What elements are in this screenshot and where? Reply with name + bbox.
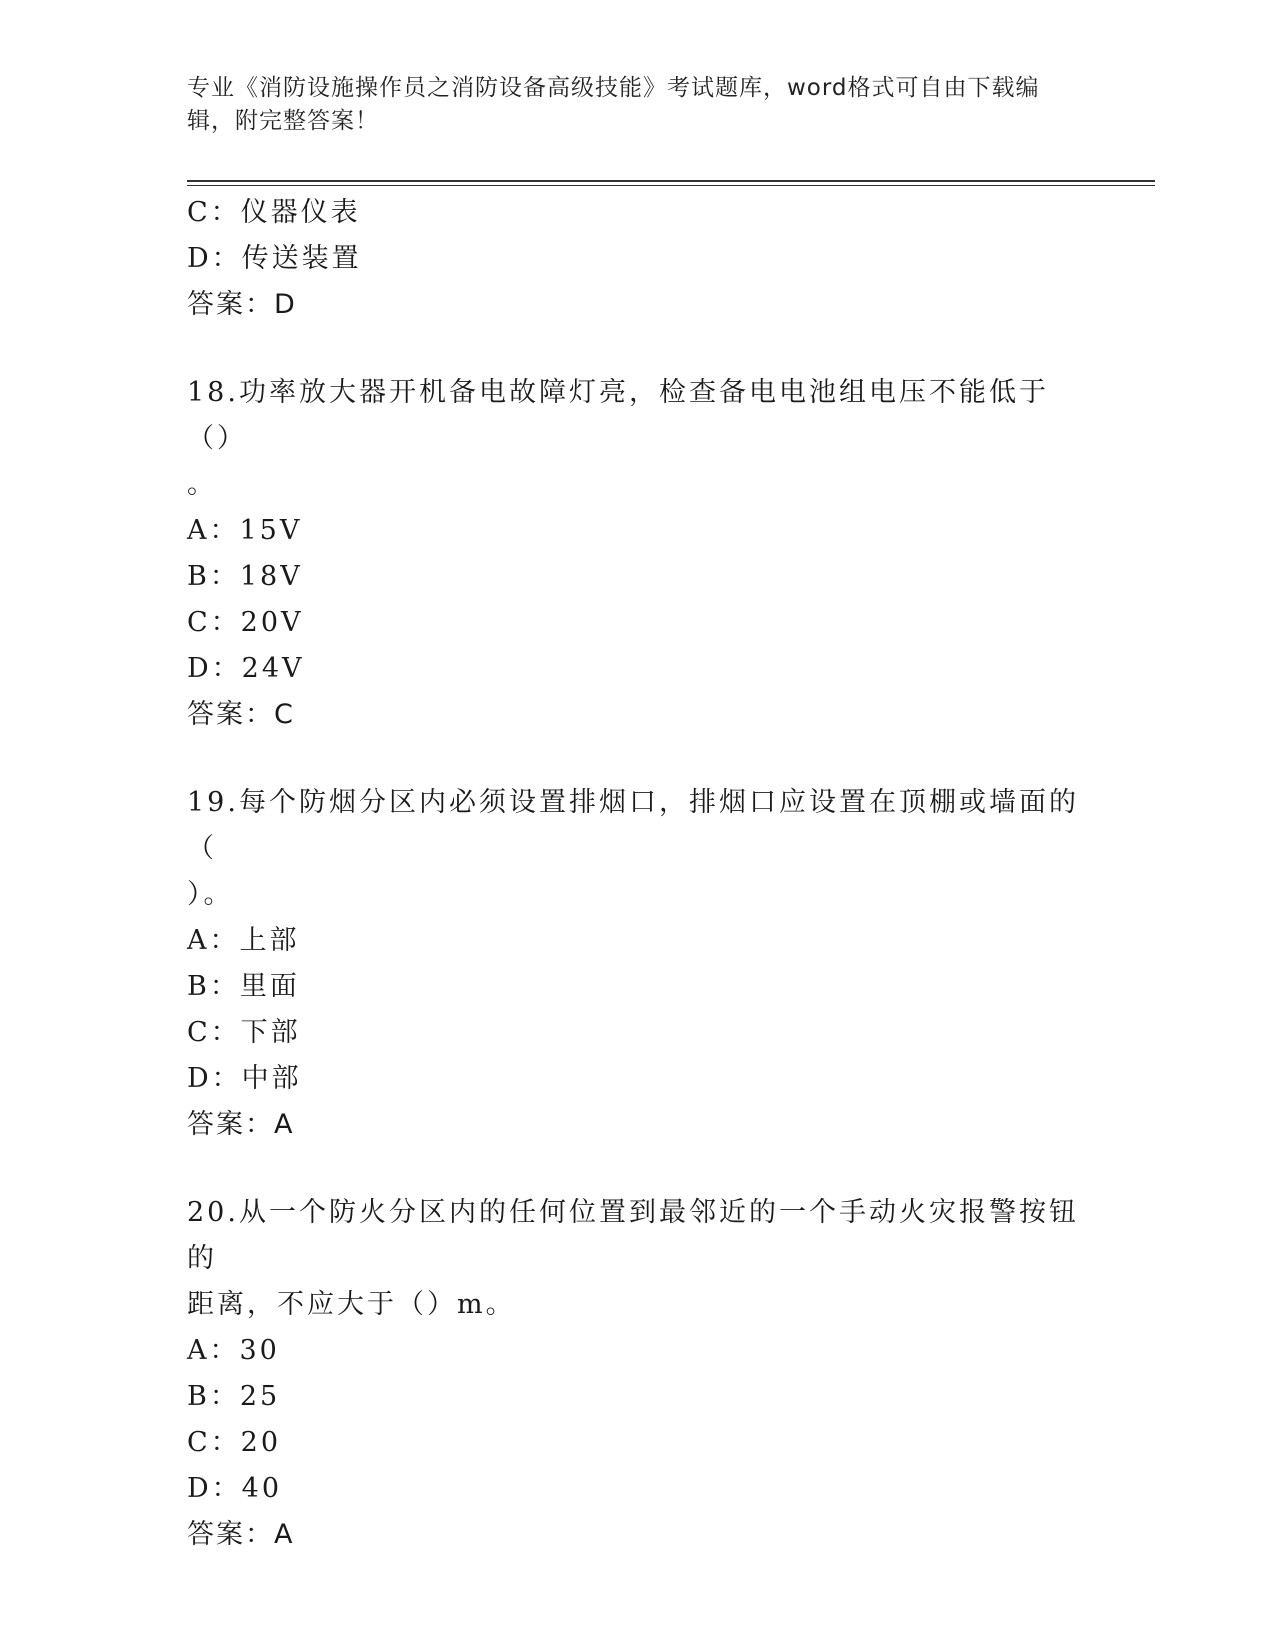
question-20 [187, 1190, 1087, 1558]
question-19 [187, 780, 1087, 1148]
option-b: B：25 [187, 1381, 281, 1412]
header-divider-thick [187, 180, 1155, 182]
option-c: C：下部 [187, 1017, 301, 1048]
question-text-cont: 。 [187, 469, 217, 500]
header-line-1: 专业《消防设施操作员之消防设备高级技能》考试题库，word格式可自由下载编 [187, 75, 1040, 101]
option-d: D：中部 [187, 1063, 302, 1094]
previous-question-tail [187, 190, 1087, 328]
option-d: D：40 [187, 1473, 283, 1504]
option-b: B：18V [187, 561, 303, 592]
question-text-cont: 距离，不应大于（）m。 [187, 1289, 516, 1320]
option-d: D：传送装置 [187, 243, 362, 274]
option-c: C：20 [187, 1427, 282, 1458]
question-18 [187, 370, 1087, 738]
answer-line: 答案：A [187, 1519, 295, 1550]
question-text: 20.从一个防火分区内的任何位置到最邻近的一个手动火灾报警按钮的 [187, 1197, 1079, 1274]
answer-line: 答案：D [187, 289, 297, 320]
option-b: B：里面 [187, 971, 300, 1002]
question-text: 19.每个防烟分区内必须设置排烟口，排烟口应设置在顶棚或墙面的（ [187, 787, 1079, 864]
question-text: 18.功率放大器开机备电故障灯亮，检查备电电池组电压不能低于（） [187, 377, 1049, 454]
answer-line: 答案：A [187, 1109, 295, 1140]
option-d: D：24V [187, 653, 305, 684]
option-c: C：20V [187, 607, 304, 638]
option-a: A：上部 [187, 925, 300, 956]
question-list [187, 190, 1087, 1558]
option-a: A：15V [187, 515, 303, 546]
answer-line: 答案：C [187, 699, 295, 730]
question-text-cont: ）。 [187, 879, 234, 910]
option-c: C：仪器仪表 [187, 197, 361, 228]
option-a: A：30 [187, 1335, 280, 1366]
document-header [187, 72, 1067, 138]
header-line-2: 辑，附完整答案！ [187, 108, 379, 134]
header-divider-thin [187, 185, 1155, 186]
